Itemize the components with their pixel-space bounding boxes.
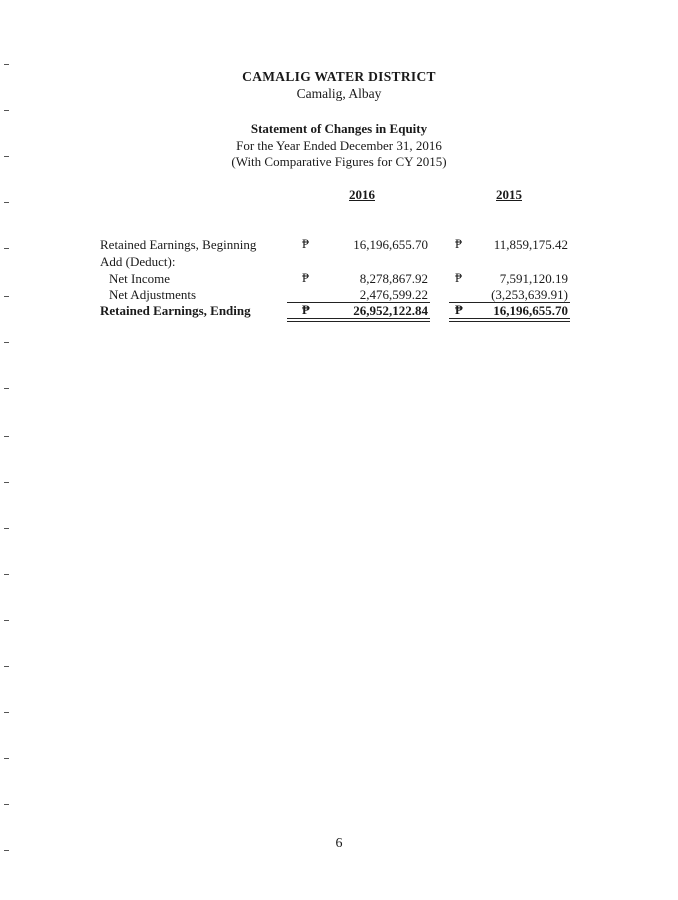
statement-title: Statement of Changes in Equity xyxy=(250,121,428,136)
total-double-rule-2015 xyxy=(449,318,570,322)
value-beginning-2016: 16,196,655.70 xyxy=(353,237,428,252)
margin-tick xyxy=(4,248,9,249)
peso-sign: ₱ xyxy=(302,237,309,251)
peso-sign: ₱ xyxy=(455,303,463,317)
peso-sign: ₱ xyxy=(455,237,462,251)
margin-tick xyxy=(4,712,9,713)
margin-tick xyxy=(4,296,9,297)
margin-tick xyxy=(4,620,9,621)
peso-sign: ₱ xyxy=(302,271,309,285)
peso-sign: ₱ xyxy=(302,303,310,317)
margin-tick xyxy=(4,436,9,437)
column-header-2016: 2016 xyxy=(349,187,375,202)
organization-name: CAMALIG WATER DISTRICT xyxy=(242,69,436,84)
row-label-ending: Retained Earnings, Ending xyxy=(100,303,251,318)
total-double-rule-2016 xyxy=(287,318,430,322)
margin-tick xyxy=(4,388,9,389)
row-label-net-income: Net Income xyxy=(109,271,171,286)
column-header-2015: 2015 xyxy=(496,187,522,202)
page-number: 6 xyxy=(335,836,343,851)
margin-tick xyxy=(4,64,9,65)
statement-period: For the Year Ended December 31, 2016 xyxy=(236,138,442,153)
value-net-adjustments-2015: (3,253,639.91) xyxy=(491,287,568,302)
margin-tick xyxy=(4,110,9,111)
margin-tick xyxy=(4,574,9,575)
value-ending-2015: 16,196,655.70 xyxy=(493,303,568,318)
margin-tick xyxy=(4,482,9,483)
margin-tick xyxy=(4,528,9,529)
value-net-income-2015: 7,591,120.19 xyxy=(499,271,568,286)
row-label-beginning: Retained Earnings, Beginning xyxy=(100,237,257,252)
margin-tick xyxy=(4,342,9,343)
value-net-income-2016: 8,278,867.92 xyxy=(359,271,428,286)
value-net-adjustments-2016: 2,476,599.22 xyxy=(359,287,428,302)
margin-tick xyxy=(4,804,9,805)
value-ending-2016: 26,952,122.84 xyxy=(353,303,428,318)
value-beginning-2015: 11,859,175.42 xyxy=(493,237,568,252)
comparative-note: (With Comparative Figures for CY 2015) xyxy=(231,154,447,169)
margin-tick xyxy=(4,666,9,667)
row-label-add-deduct: Add (Deduct): xyxy=(100,254,176,269)
row-label-net-adjustments: Net Adjustments xyxy=(109,287,197,302)
margin-tick xyxy=(4,202,9,203)
peso-sign: ₱ xyxy=(455,271,462,285)
margin-tick xyxy=(4,758,9,759)
organization-location: Camalig, Albay xyxy=(296,86,382,101)
